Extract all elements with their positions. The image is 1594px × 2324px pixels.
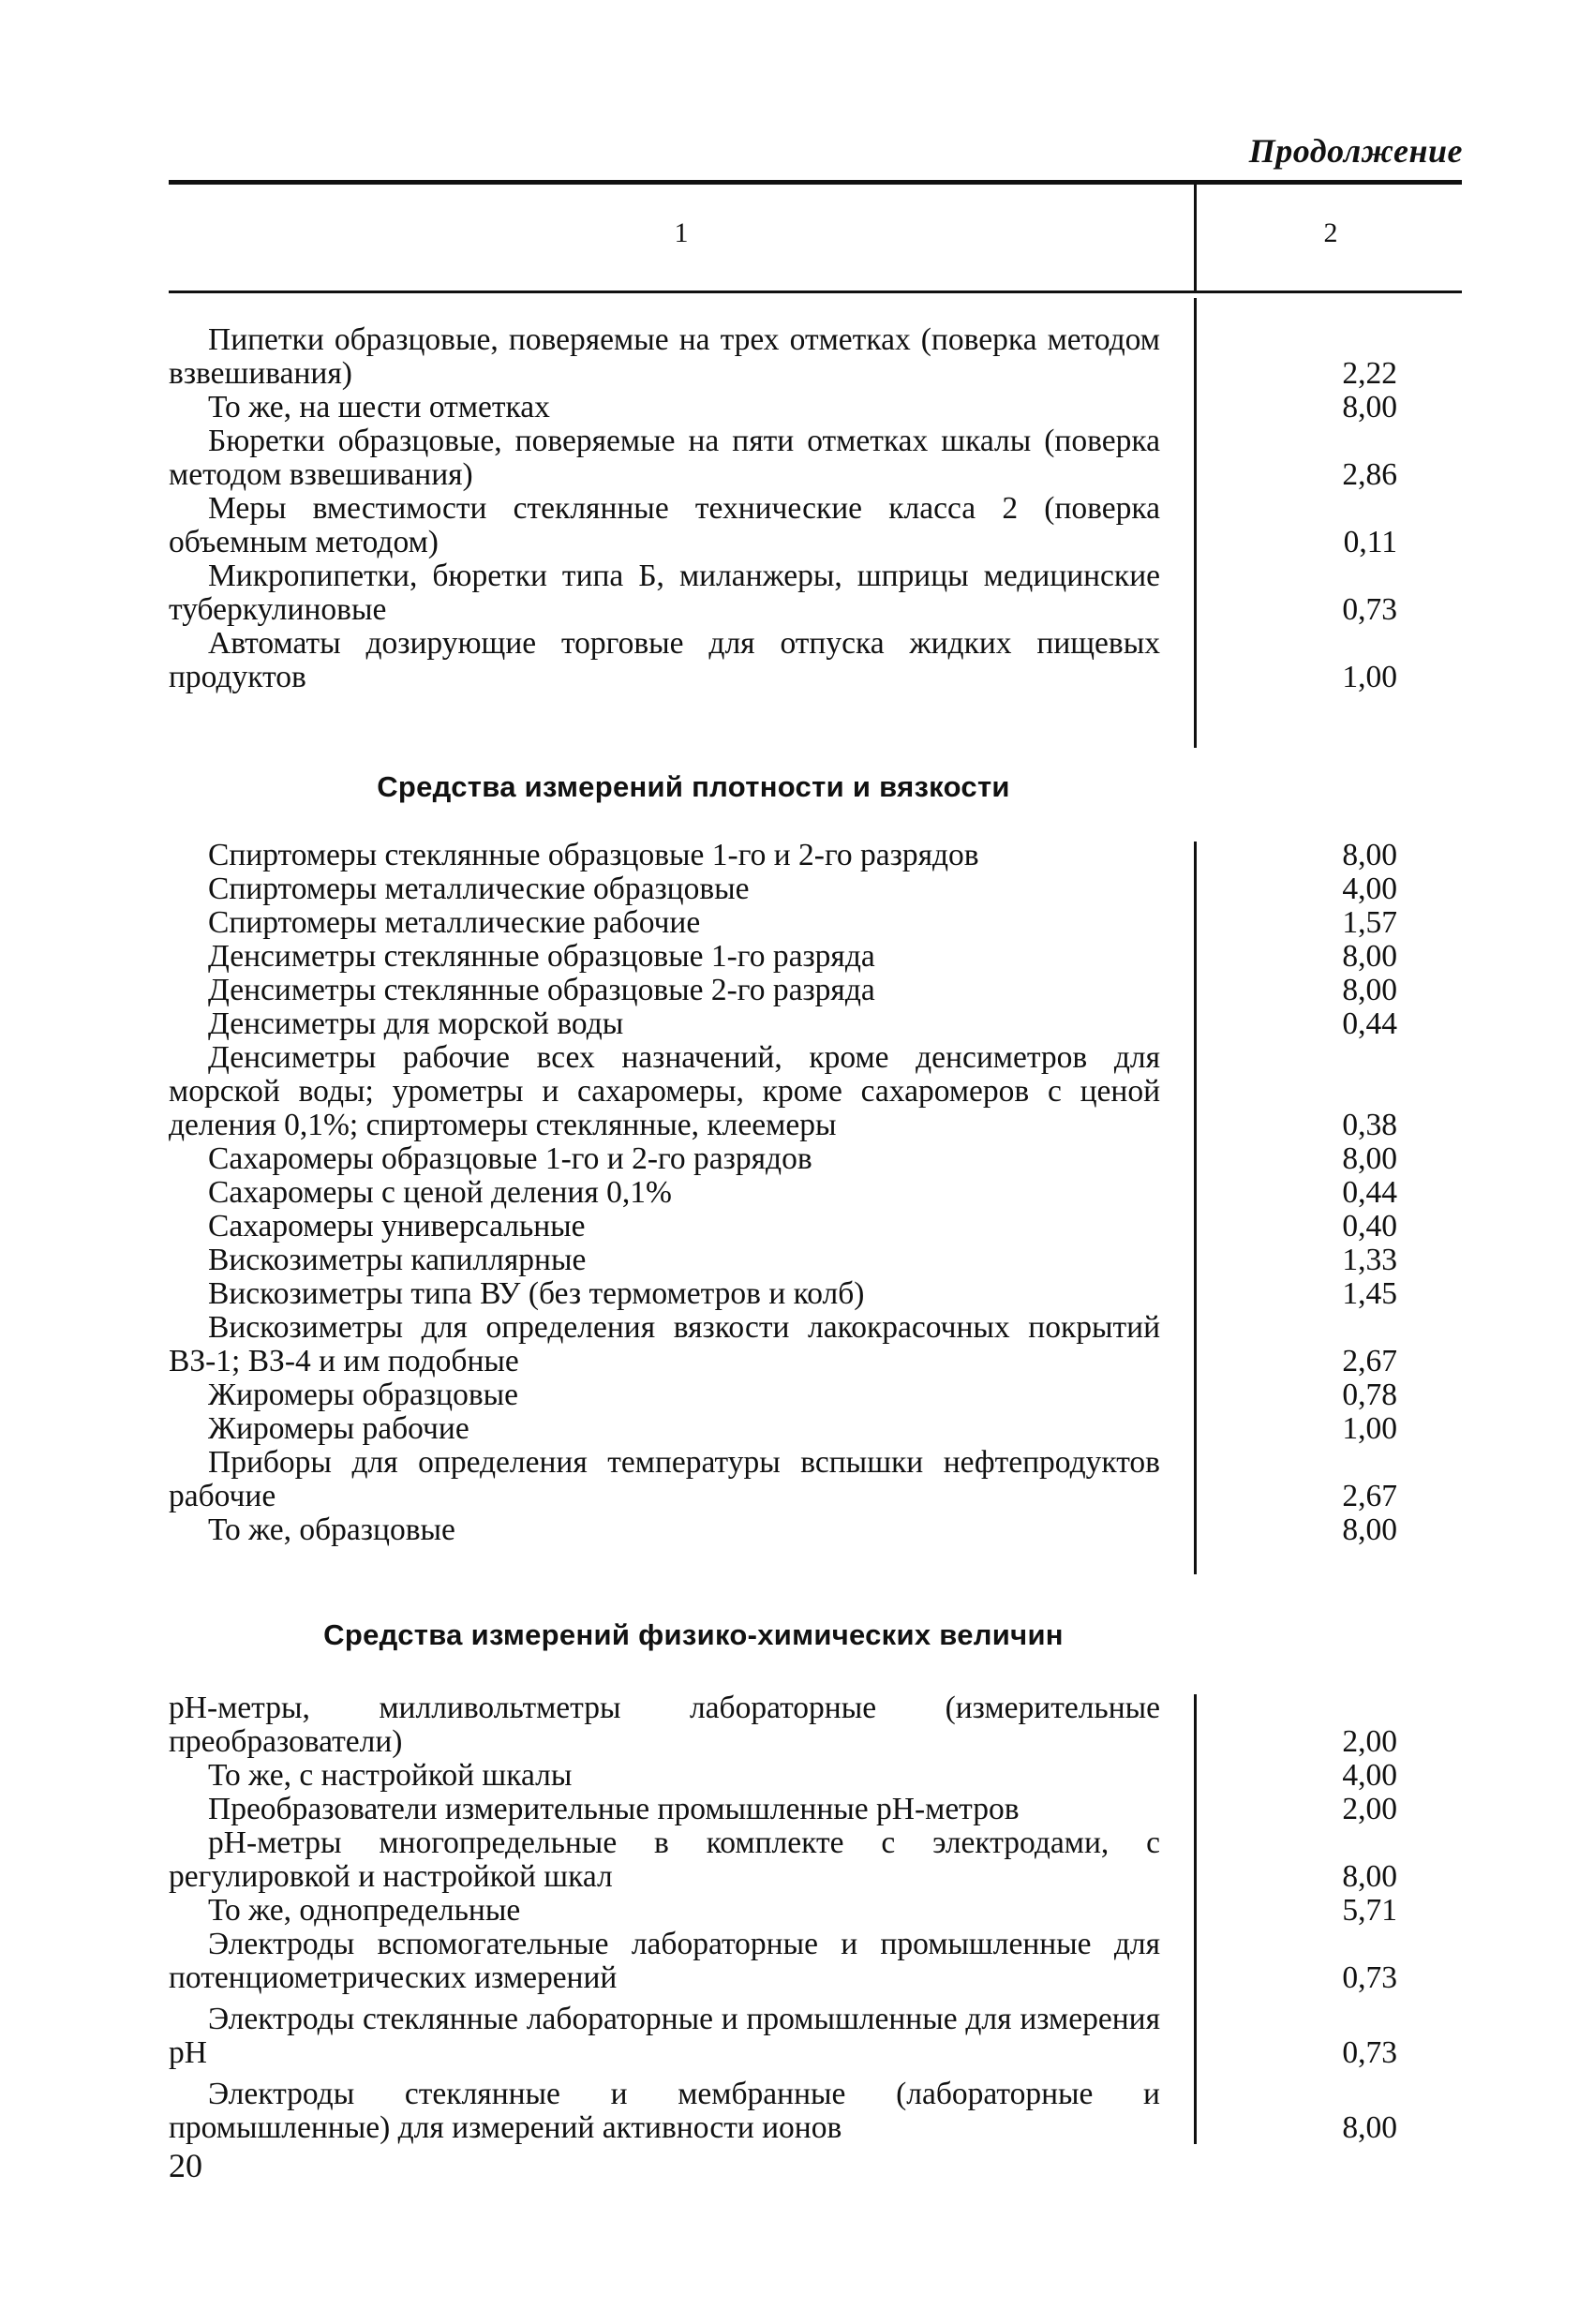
row-text: Сахаромеры с ценой деления 0,1% — [208, 1175, 672, 1210]
table-row — [0, 2078, 1594, 2145]
table-row — [0, 1277, 1594, 1311]
row-value: 0,44 — [1342, 1006, 1397, 1041]
table-row — [0, 2003, 1594, 2070]
table-row — [0, 1691, 1594, 1759]
row-text: Меры вместимости стеклянные технические класса 2 (поверка объемным методом) — [169, 491, 1160, 559]
section-0-rows — [0, 323, 1594, 694]
row-text: Электроды стеклянные и мембранные (лабораторные и промышленные) для измерений активности ионов — [169, 2077, 1160, 2145]
table-row — [0, 974, 1594, 1007]
row-value: 0,38 — [1342, 1108, 1397, 1142]
row-text: Денсиметры стеклянные образцовые 2-го разряда — [208, 973, 875, 1007]
row-value: 5,71 — [1342, 1893, 1397, 1928]
row-text: Вискозиметры капиллярные — [208, 1243, 587, 1277]
section-1-rows — [0, 839, 1594, 1547]
table-row — [0, 1244, 1594, 1277]
row-text: Денсиметры стеклянные образцовые 1-го разряда — [208, 939, 875, 974]
table-row — [0, 1826, 1594, 1894]
row-text: Спиртомеры металлические образцовые — [208, 872, 750, 906]
table-row — [0, 627, 1594, 694]
row-text: Микропипетки, бюретки типа Б, миланжеры, шприцы медицинские туберкулиновые — [169, 559, 1160, 627]
row-value: 1,45 — [1342, 1276, 1397, 1311]
row-text: Денсиметры рабочие всех назначений, кроме денсиметров для морской воды; урометры и сахаромеры, кроме сахаромеров с ценой деления 0,1%; спиртомеры стеклянные, клеемеры — [169, 1040, 1160, 1142]
row-value: 0,78 — [1342, 1378, 1397, 1412]
table-row — [0, 1210, 1594, 1244]
table-row — [0, 1176, 1594, 1210]
continuation-label: Продолжение — [1248, 132, 1463, 170]
table-row — [0, 1041, 1594, 1142]
table-row — [0, 1513, 1594, 1547]
row-text: Приборы для определения температуры вспышки нефтепродуктов рабочие — [169, 1445, 1160, 1513]
row-value: 8,00 — [1342, 1141, 1397, 1176]
table-row — [0, 391, 1594, 425]
row-value: 4,00 — [1342, 1758, 1397, 1793]
row-text: pH-метры многопредельные в комплекте с электродами, с регулировкой и настройкой шкал — [169, 1825, 1160, 1894]
row-value: 8,00 — [1342, 973, 1397, 1007]
table-row — [0, 425, 1594, 492]
row-text: То же, на шести отметках — [208, 390, 550, 425]
row-text: Спиртомеры металлические рабочие — [208, 905, 701, 940]
row-text: Жиромеры рабочие — [208, 1411, 469, 1446]
row-text: Бюретки образцовые, поверяемые на пяти отметках шкалы (поверка методом взвешивания) — [169, 424, 1160, 492]
row-text: То же, с настройкой шкалы — [208, 1758, 573, 1793]
row-value: 0,73 — [1342, 2035, 1397, 2070]
row-value: 1,33 — [1342, 1243, 1397, 1277]
table-row — [0, 492, 1594, 559]
row-text: Автоматы дозирующие торговые для отпуска жидких пищевых продуктов — [169, 626, 1160, 694]
row-value: 8,00 — [1342, 1859, 1397, 1894]
row-text: Электроды вспомогательные лабораторные и промышленные для потенциометрических измерений — [169, 1927, 1160, 1995]
section-title: Средства измерений физико-химических величин — [323, 1618, 1064, 1651]
row-value: 8,00 — [1342, 838, 1397, 872]
row-value: 2,00 — [1342, 1792, 1397, 1826]
row-value: 0,11 — [1343, 525, 1397, 559]
row-text: Сахаромеры универсальные — [208, 1209, 586, 1244]
section-title: Средства измерений плотности и вязкости — [377, 770, 1010, 803]
table-row — [0, 1894, 1594, 1928]
row-text: Денсиметры для морской воды — [208, 1006, 624, 1041]
table-row — [0, 1793, 1594, 1826]
row-value: 2,67 — [1342, 1344, 1397, 1378]
table-row — [0, 1446, 1594, 1513]
row-text: Жиромеры образцовые — [208, 1378, 519, 1412]
table-row — [0, 1142, 1594, 1176]
row-value: 0,73 — [1342, 592, 1397, 627]
column-header-2: 2 — [1323, 217, 1338, 248]
section-2-rows — [0, 1691, 1594, 2145]
table-row — [0, 1007, 1594, 1041]
row-value: 0,40 — [1342, 1209, 1397, 1244]
row-text: Электроды стеклянные лабораторные и промышленные для измерения pH — [169, 2002, 1160, 2070]
row-value: 0,44 — [1342, 1175, 1397, 1210]
row-value: 4,00 — [1342, 872, 1397, 906]
table-row — [0, 1759, 1594, 1793]
table-row — [0, 1412, 1594, 1446]
row-text: pH-метры, милливольтметры лабораторные (измерительные преобразователи) — [169, 1691, 1160, 1759]
row-text: Сахаромеры образцовые 1-го и 2-го разрядов — [208, 1141, 812, 1176]
row-text: Спиртомеры стеклянные образцовые 1-го и 2-го разрядов — [208, 838, 979, 872]
table-row — [0, 559, 1594, 627]
row-value: 1,00 — [1342, 1411, 1397, 1446]
row-value: 2,86 — [1342, 457, 1397, 492]
row-value: 2,22 — [1342, 356, 1397, 391]
row-value: 0,73 — [1342, 1960, 1397, 1995]
table-row — [0, 1311, 1594, 1378]
row-value: 8,00 — [1342, 939, 1397, 974]
table-row — [0, 323, 1594, 391]
row-value: 2,00 — [1342, 1724, 1397, 1759]
row-value: 2,67 — [1342, 1479, 1397, 1513]
row-text: Вискозиметры для определения вязкости лакокрасочных покрытий ВЗ-1; ВЗ-4 и им подобные — [169, 1310, 1160, 1378]
row-text: Вискозиметры типа ВУ (без термометров и колб) — [208, 1276, 865, 1311]
table-row — [0, 1378, 1594, 1412]
table-header-rule — [169, 290, 1462, 293]
row-value: 1,57 — [1342, 905, 1397, 940]
row-value: 8,00 — [1342, 2110, 1397, 2145]
row-value: 8,00 — [1342, 1512, 1397, 1547]
column-header-1: 1 — [674, 217, 689, 248]
table-row — [0, 1928, 1594, 1995]
row-text: Преобразователи измерительные промышленные pH-метров — [208, 1792, 1020, 1826]
table-row — [0, 906, 1594, 940]
table-row — [0, 872, 1594, 906]
column-divider-header — [1194, 183, 1197, 290]
table-top-rule — [169, 180, 1462, 185]
row-text: То же, образцовые — [208, 1512, 455, 1547]
row-text: Пипетки образцовые, поверяемые на трех отметках (поверка методом взвешивания) — [169, 322, 1160, 391]
table-row — [0, 940, 1594, 974]
row-value: 1,00 — [1342, 660, 1397, 694]
row-text: То же, однопредельные — [208, 1893, 521, 1928]
page-number: 20 — [169, 2147, 202, 2184]
table-row — [0, 839, 1594, 872]
row-value: 8,00 — [1342, 390, 1397, 425]
